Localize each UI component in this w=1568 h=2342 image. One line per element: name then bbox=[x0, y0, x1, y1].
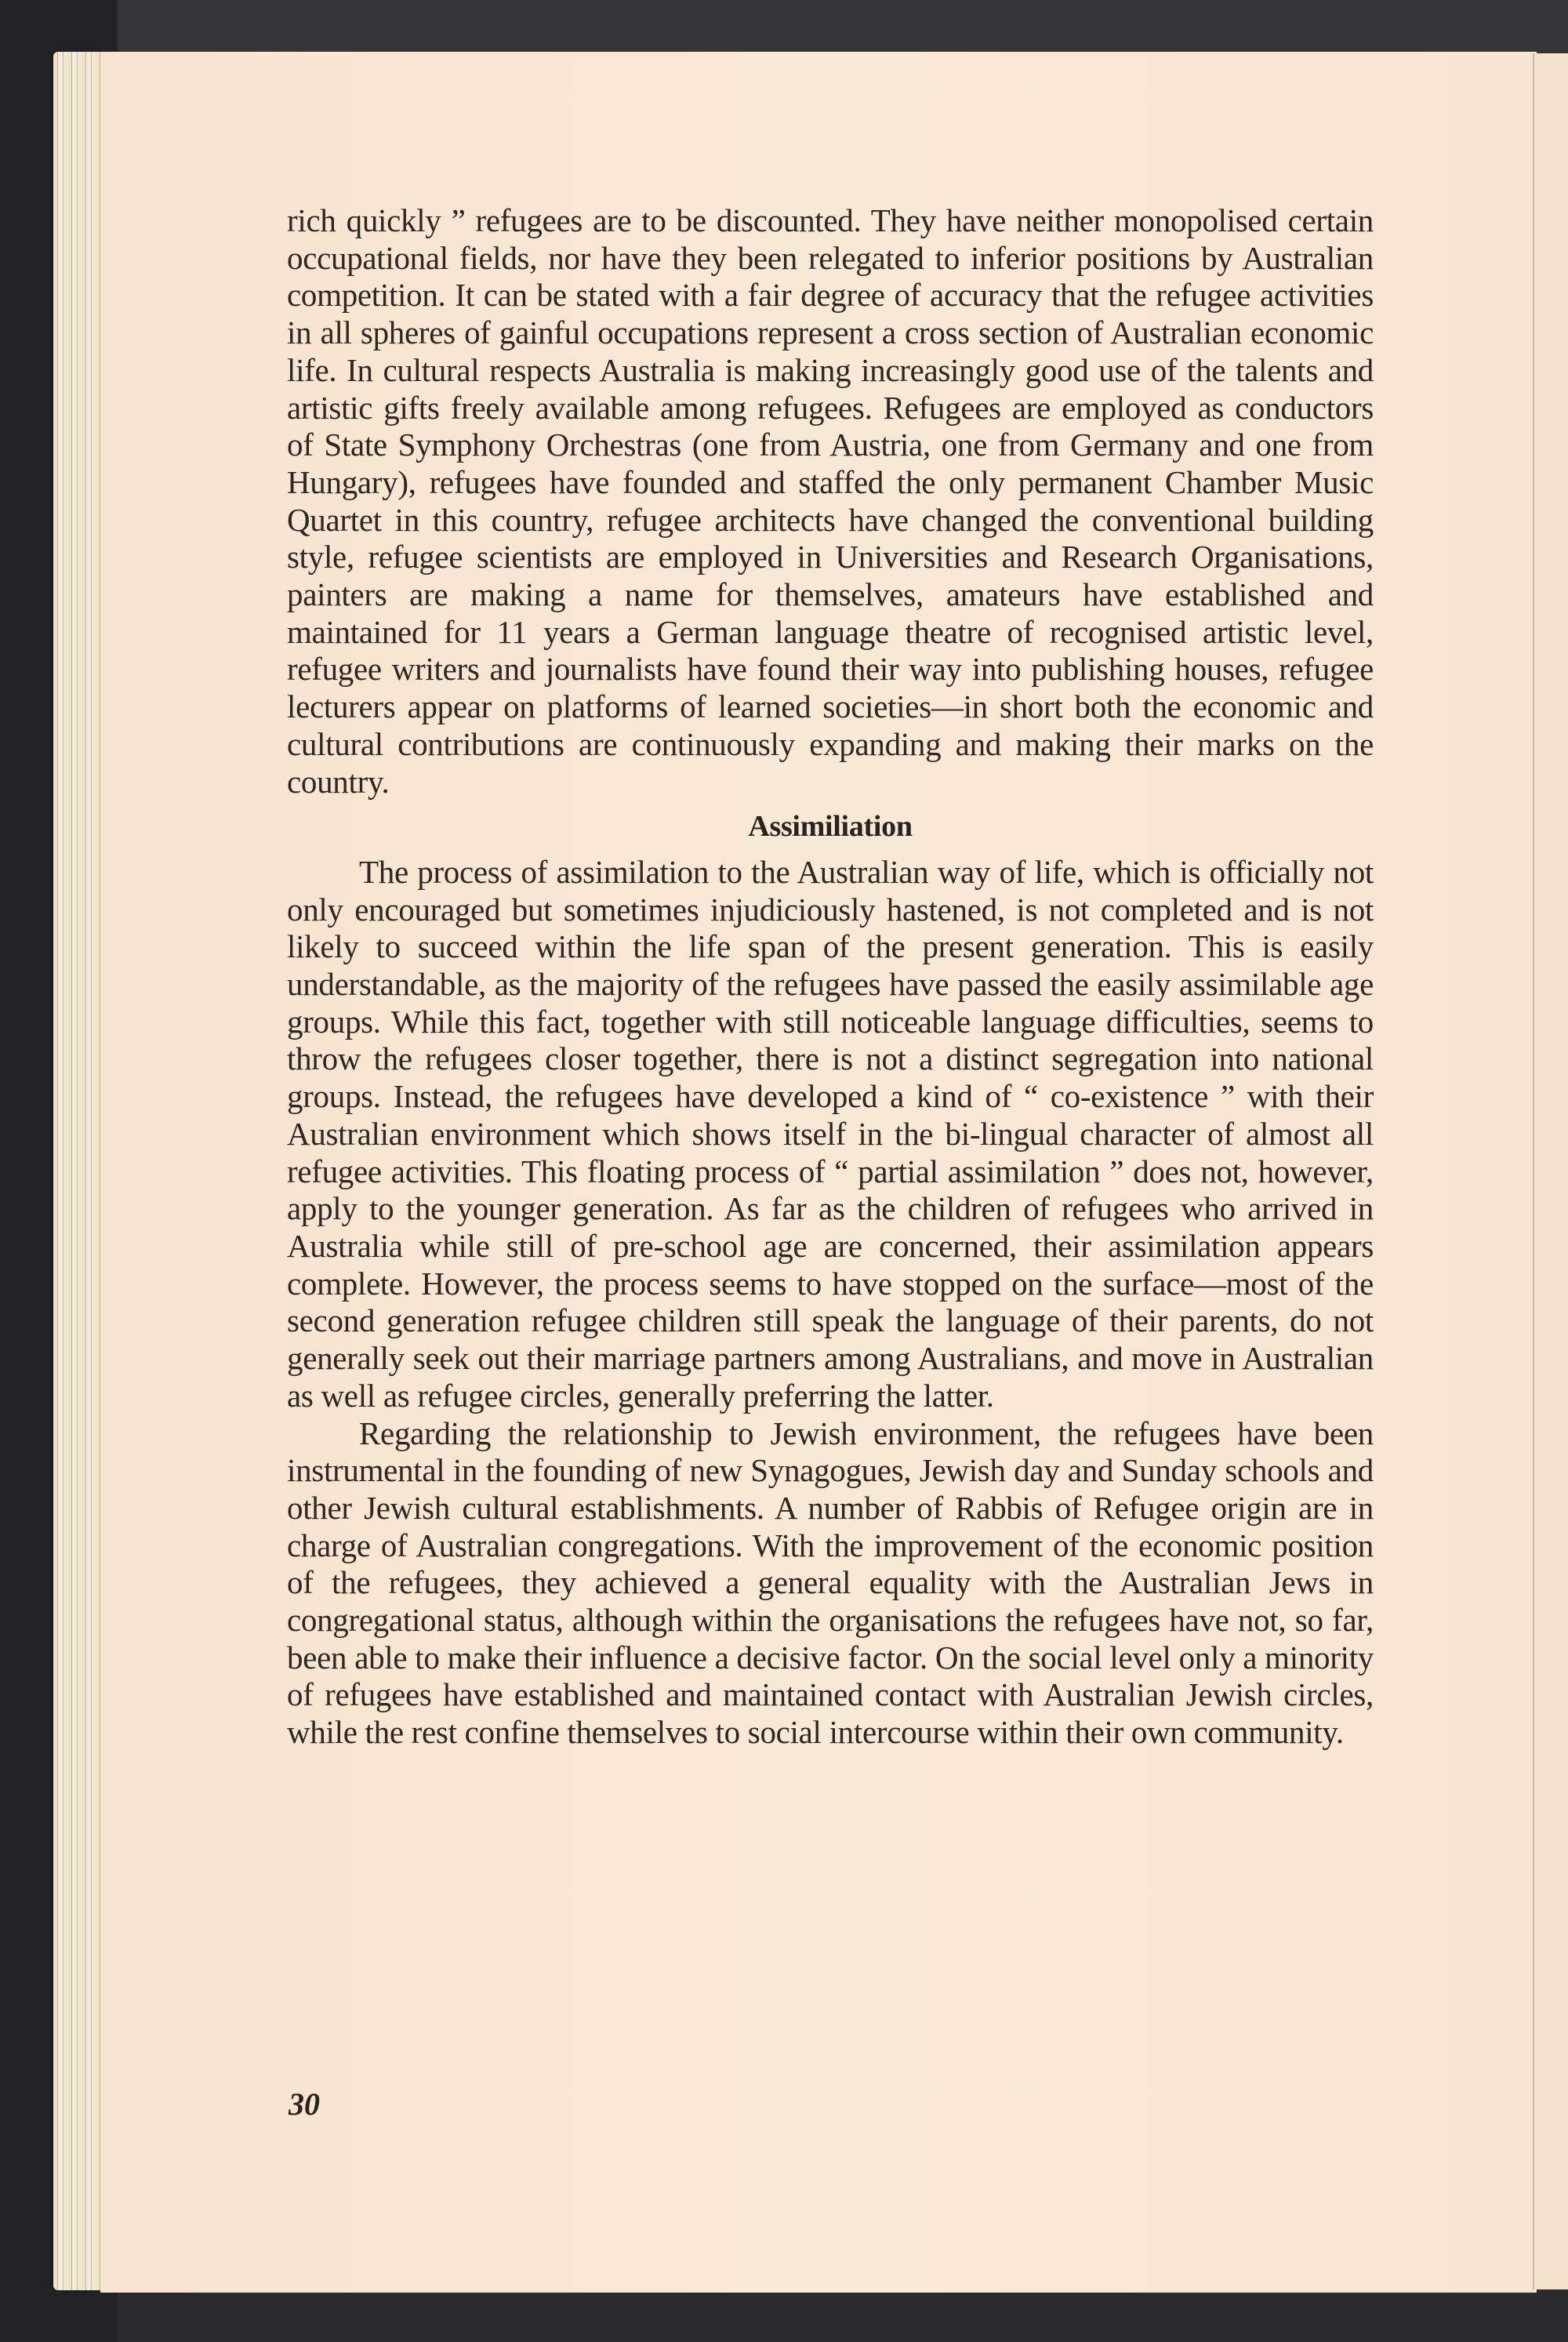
continued-paragraph: rich quickly ” refugees are to be discounted. They have neither monopolised certain occupational fields, nor have they been relegated to inferior positions by Australian competition. It can be stated with a fair degree of accuracy that the refugee activities in all spheres of gainful occupations represent a cross section of Australian economic life. In cultural respects Australia is making increasingly good use of the talents and artistic gifts freely available among refugees. Refugees are employed as conductors of State Symphony Orchestras (one from Austria, one from Germany and one from Hungary), refugees have founded and staffed the only permanent Chamber Music Quartet in this country, refugee architects have changed the conventional building style, refugee scientists are employed in Universities and Research Organisations, painters are making a name for themselves, amateurs have established and maintained for 11 years a German language theatre of recognised artistic level, refugee writers and journalists have found their way into publishing houses, refugee lecturers appear on platforms of learned societies—in short both the economic and cultural contributions are continuously expanding and making their marks on the country. bbox=[287, 202, 1374, 800]
text-column bbox=[287, 202, 1374, 1752]
jewish-environment-paragraph: Regarding the relationship to Jewish environment, the refugees have been instrumental in the founding of new Synagogues, Jewish day and Sunday schools and other Jewish cultural establishments. A number of Rabbis of Refugee origin are in charge of Australian congregations. With the improvement of the economic position of the refugees, they achieved a general equality with the Australian Jews in congregational status, although within the organisations the refugees have not, so far, been able to make their influence a decisive factor. On the social level only a minority of refugees have established and maintained contact with Australian Jewish circles, while the rest confine themselves to social intercourse within their own community. bbox=[287, 1414, 1374, 1751]
assimilation-paragraph: The process of assimilation to the Australian way of life, which is officially not only encouraged but sometimes injudiciously hastened, is not completed and is not likely to succeed within the life span of the present generation. This is easily understandable, as the majority of the refugees have passed the easily assimilable age groups. While this fact, together with still noticeable language difficulties, seems to throw the refugees closer together, there is not a distinct segregation into national groups. Instead, the refugees have developed a kind of “ co-existence ” with their Australian environment which shows itself in the bi-lingual character of almost all refugee activities. This floating process of “ partial assimilation ” does not, however, apply to the younger generation. As far as the children of refugees who arrived in Australia while still of pre-school age are concerned, their assimilation appears complete. However, the process seems to have stopped on the surface—most of the second generation refugee children still speak the language of their parents, do not generally seek out their marriage partners among Australians, and move in Australian as well as refugee circles, generally preferring the latter. bbox=[287, 853, 1374, 1414]
adjacent-page-edge bbox=[1533, 53, 1568, 2289]
page-edges bbox=[53, 52, 102, 2290]
scan-background-top bbox=[118, 0, 1568, 53]
page-number: 30 bbox=[289, 2086, 320, 2122]
section-heading: Assimiliation bbox=[748, 810, 913, 844]
